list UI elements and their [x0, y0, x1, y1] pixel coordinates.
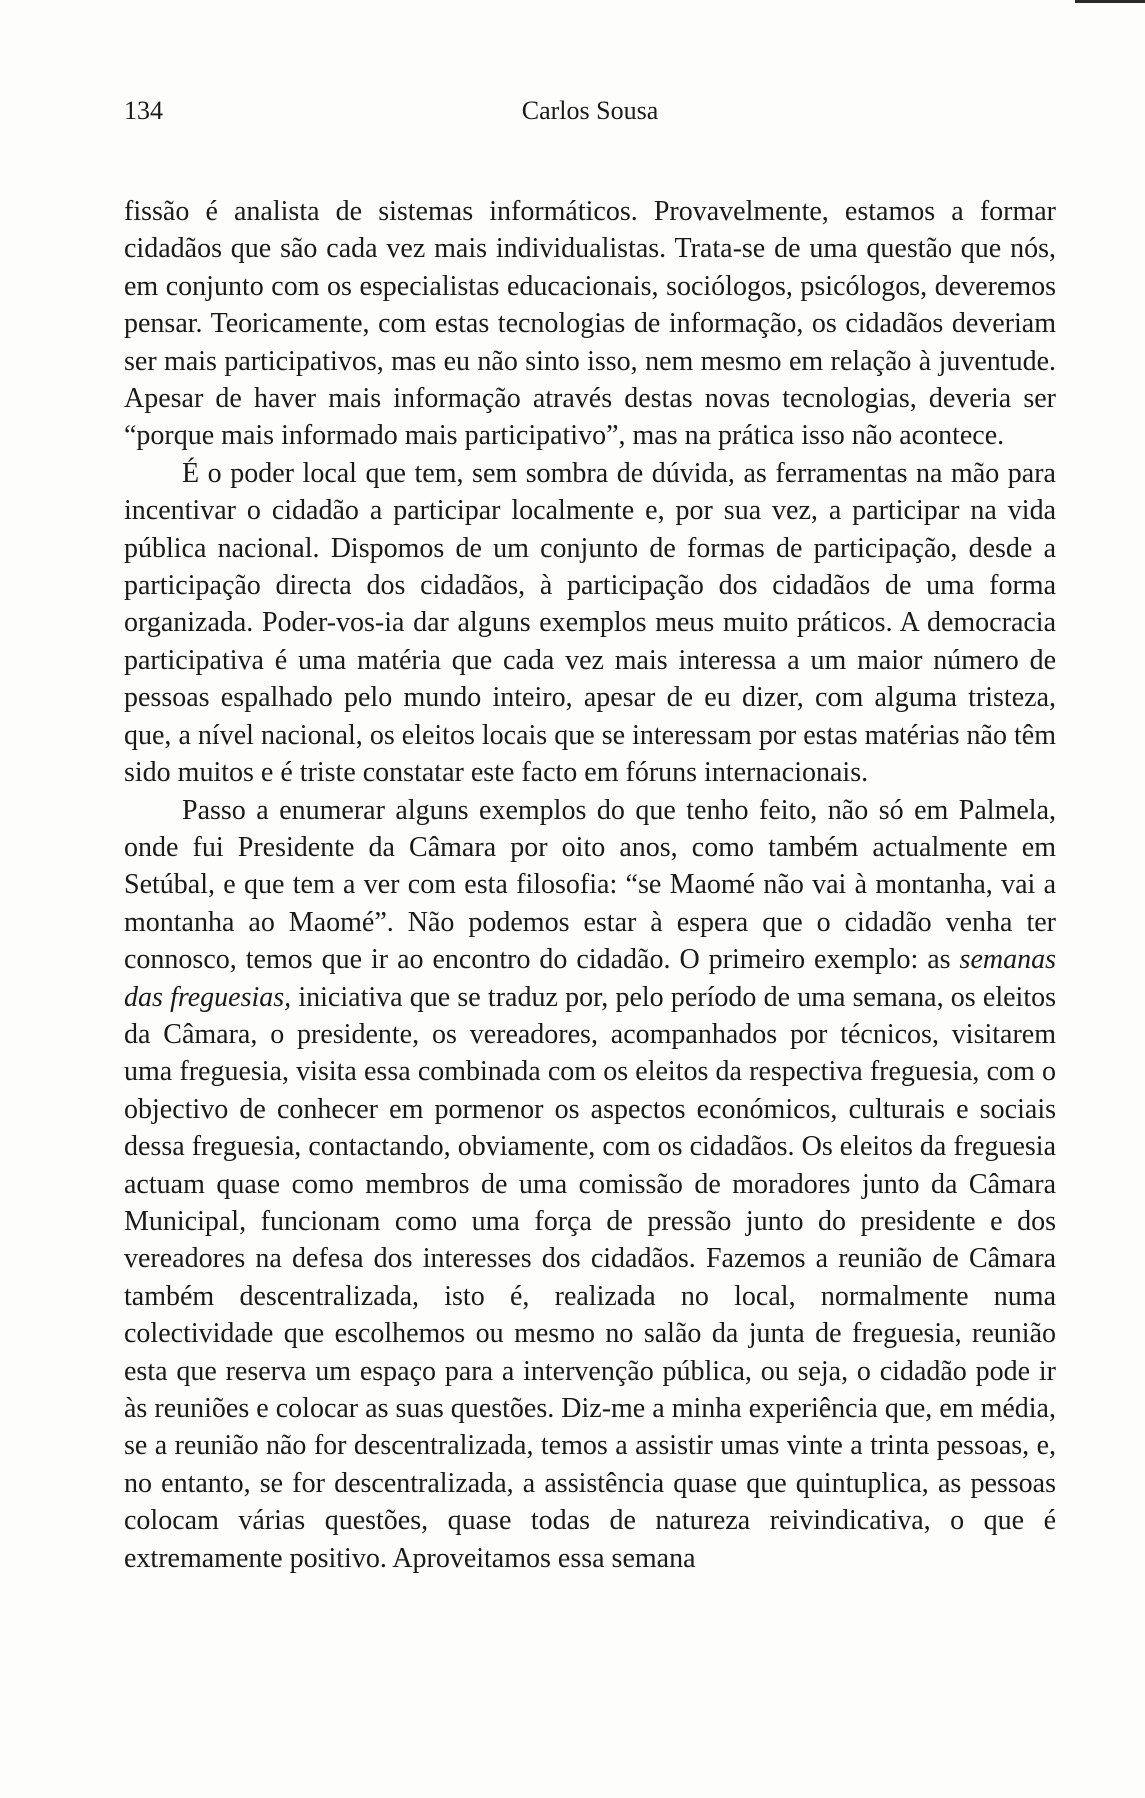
paragraph-3-italic-term: semanas das freguesias, — [124, 944, 1056, 1013]
body-text — [124, 193, 1056, 1577]
running-title: Carlos Sousa — [521, 96, 659, 125]
paragraph-1: fissão é analista de sistemas informáticos. Provavelmente, estamos a formar cidadãos que são cada vez mais individualistas. Trata-se de uma questão que nós, em conjunto com os especialistas educacionais, sociólogos, psicólogos, deveremos pensar. Teoricamente, com estas tecnologias de informação, os cidadãos deveriam ser mais participativos, mas eu não sinto isso, nem mesmo em relação à juventude. Apesar de haver mais informação através destas novas tecnologias, deveria ser “porque mais informado mais participativo”, mas na prática isso não acontece. — [124, 196, 1056, 452]
paragraph-3-text-start: Passo a enumerar alguns exemplos do que tenho feito, não só em Palmela, onde fui Presidente da Câmara por oito anos, como também actualmente em Setúbal, e que tem a ver com esta filosofia: “se Maomé não vai à montanha, vai a montanha ao Maomé”. Não podemos estar à espera que o cidadão venha ter connosco, temos que ir ao encontro do cidadão. O primeiro exemplo: as — [124, 794, 1056, 976]
page-number: 134 — [124, 96, 163, 125]
paragraph-2: É o poder local que tem, sem sombra de dúvida, as ferramentas na mão para incentivar o cidadão a participar localmente e, por sua vez, a participar na vida pública nacional. Dispomos de um conjunto de formas de participação, desde a participação directa dos cidadãos, à participação dos cidadãos de uma forma organizada. Poder-vos-ia dar alguns exemplos meus muito práticos. A democracia participativa é uma matéria que cada vez mais interessa a um maior número de pessoas espalhado pelo mundo inteiro, apesar de eu dizer, com alguma tristeza, que, a nível nacional, os eleitos locais que se interessam por estas matérias não têm sido muitos e é triste constatar este facto em fóruns internacionais. — [124, 457, 1056, 789]
scan-edge-mark — [1075, 0, 1145, 3]
running-head — [124, 96, 1056, 126]
paragraph-3 — [124, 792, 1056, 1578]
paragraph-3-text-end: iniciativa que se traduz por, pelo período de uma semana, os eleitos da Câmara, o presidente, os vereadores, acompanhados por técnicos, visitarem uma freguesia, visita essa combinada com os eleitos da respectiva freguesia, com o objectivo de conhecer em pormenor os aspectos económicos, culturais e sociais dessa freguesia, contactando, obviamente, com os cidadãos. Os eleitos da freguesia actuam quase como membros de uma comissão de moradores junto da Câmara Municipal, funcionam como uma força de pressão junto do presidente e dos vereadores na defesa dos interesses dos cidadãos. Fazemos a reunião de Câmara também descentralizada, isto é, realizada no local, normalmente numa colectividade que escolhemos ou mesmo no salão da junta de freguesia, reunião esta que reserva um espaço para a intervenção pública, ou seja, o cidadão pode ir às reuniões e colocar as suas questões. Diz-me a minha experiência que, em média, se a reunião não for descentralizada, temos a assistir umas vinte a trinta pessoas, e, no entanto, se for descentralizada, a assistência quase que quintuplica, as pessoas colocam várias questões, quase todas de natureza reivindicativa, o que é extremamente positivo. Aproveitamos essa semana — [124, 981, 1056, 1574]
